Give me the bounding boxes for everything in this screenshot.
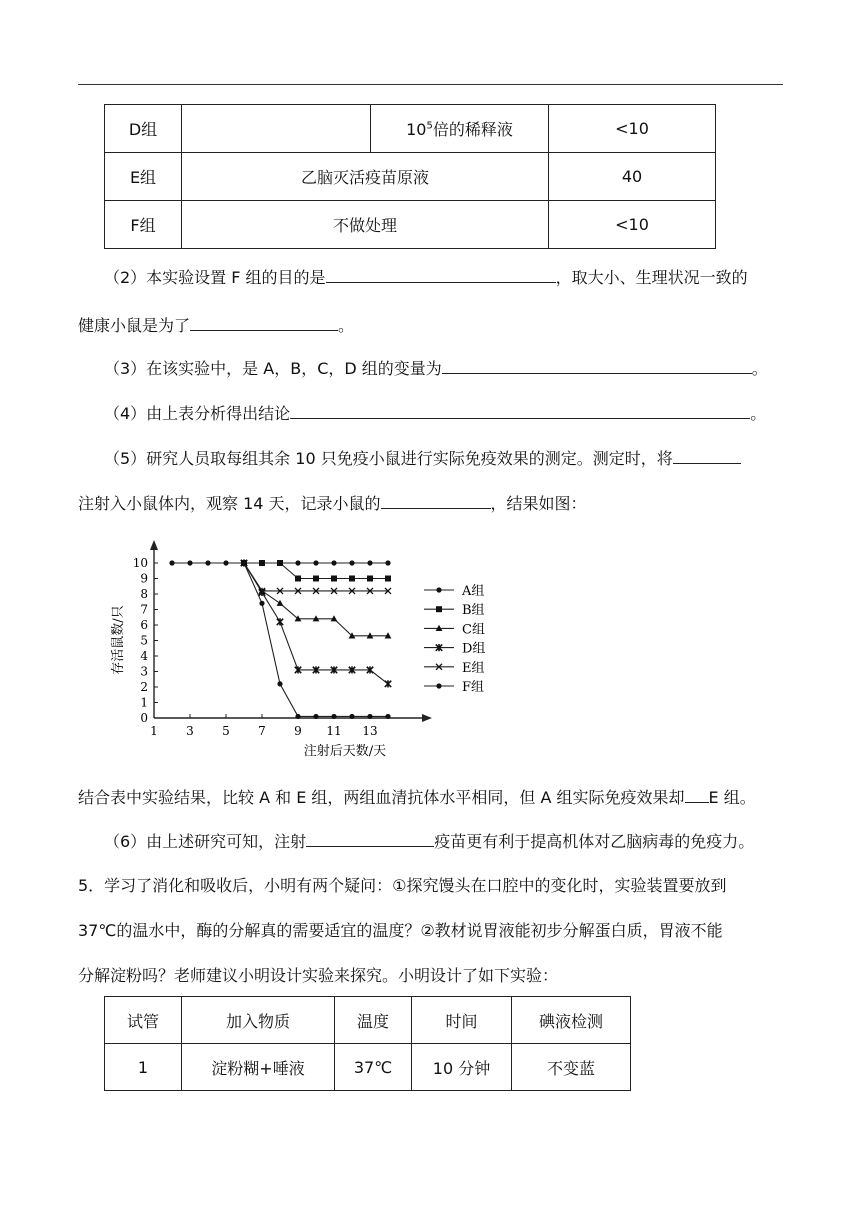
- data-point: [436, 606, 442, 612]
- table-cell: 1: [105, 1044, 182, 1091]
- data-point: [385, 576, 391, 582]
- data-point: [313, 588, 319, 594]
- data-point: [259, 560, 264, 565]
- data-point: [277, 560, 282, 565]
- table-row: [105, 153, 716, 201]
- experiment-table: [104, 996, 631, 1091]
- data-point: [367, 576, 373, 582]
- data-point: [241, 560, 247, 566]
- data-point: [241, 560, 246, 565]
- legend-label: E组: [462, 660, 485, 676]
- question5-text-line1: 5．学习了消化和吸收后，小明有两个疑问：①探究馒头在口腔中的变化时，实验装置要放到: [78, 876, 727, 895]
- data-point: [277, 681, 282, 686]
- x-tick-label: 5: [222, 724, 230, 738]
- x-tick-label: 1: [150, 724, 158, 738]
- data-point: [385, 560, 390, 565]
- data-point: [385, 680, 391, 687]
- empty-cell: [182, 105, 371, 153]
- data-point: [436, 664, 442, 670]
- y-axis-label: 存活鼠数/只: [111, 605, 126, 675]
- x-axis-arrow: [422, 714, 432, 722]
- data-point: [169, 560, 174, 565]
- data-point: [241, 559, 248, 565]
- data-point: [295, 588, 301, 594]
- group-cell: E组: [105, 153, 182, 201]
- x-tick-label: 13: [362, 724, 378, 738]
- y-tick-label: 2: [140, 680, 148, 694]
- x-tick-label: 3: [186, 724, 194, 738]
- q2-line2: 健康小鼠是为了 。: [78, 316, 355, 335]
- header-cell: 时间: [412, 997, 512, 1044]
- data-point: [436, 625, 443, 631]
- answer-blank[interactable]: [190, 314, 338, 331]
- data-point: [313, 615, 320, 621]
- data-point: [436, 683, 441, 688]
- group-cell: F组: [105, 201, 182, 249]
- data-point: [349, 714, 354, 719]
- results-table: [104, 104, 716, 249]
- y-tick-label: 7: [140, 602, 148, 617]
- data-point: [259, 560, 265, 566]
- legend-label: D组: [462, 641, 486, 657]
- x-tick-label: 9: [294, 724, 302, 738]
- data-point: [259, 587, 266, 593]
- data-point: [313, 560, 318, 565]
- data-point: [241, 560, 247, 566]
- comparison-line: 结合表中实验结果，比较 A 和 E 组，两组血清抗体水平相同，但 A 组实际免疫效果却 E 组。: [78, 788, 756, 807]
- q2-line1: （2）本实验设置 F 组的目的是 ，取大小、生理状况一致的: [104, 268, 748, 287]
- question5-text-line3: 分解淀粉吗？老师建议小明设计实验来探究。小明设计了如下实验：: [78, 966, 559, 985]
- series-line: [244, 563, 388, 579]
- data-point: [385, 714, 390, 719]
- dilution-cell: $10^5$倍的稀释液: [371, 105, 549, 153]
- header-cell: 加入物质: [182, 997, 335, 1044]
- q6-line: （6）由上述研究可知，注射 疫苗更有利于提高机体对乙脑病毒的免疫力。: [104, 832, 755, 851]
- data-point: [187, 560, 192, 565]
- data-point: [385, 588, 391, 594]
- data-point: [277, 618, 283, 625]
- legend-label: A组: [462, 584, 485, 599]
- data-point: [331, 615, 338, 621]
- data-point: [295, 576, 301, 582]
- y-tick-label: 9: [140, 571, 148, 586]
- table-row: [105, 105, 716, 153]
- data-point: [349, 666, 355, 673]
- legend-label: F组: [462, 680, 485, 695]
- data-point: [205, 560, 210, 565]
- data-point: [349, 588, 355, 594]
- y-tick-label: 3: [140, 664, 148, 679]
- value-cell: <10: [549, 105, 716, 153]
- data-point: [223, 560, 228, 565]
- data-point: [241, 559, 247, 566]
- x-tick-label: 11: [326, 724, 342, 738]
- data-point: [295, 560, 300, 565]
- table-cell: 不变蓝: [512, 1044, 631, 1091]
- table-cell: 37℃: [335, 1044, 412, 1091]
- q5-line1: （5）研究人员取每组其余 10 只免疫小鼠进行实际免疫效果的测定。测定时，将: [104, 447, 814, 469]
- data-point: [277, 588, 283, 594]
- data-point: [436, 644, 442, 651]
- header-cell: 温度: [335, 997, 412, 1044]
- data-point: [295, 666, 301, 673]
- data-point: [331, 666, 337, 673]
- table-row: [105, 1044, 631, 1091]
- data-point: [385, 632, 392, 638]
- y-tick-label: 8: [140, 587, 148, 601]
- data-point: [295, 615, 302, 621]
- group-cell: D组: [105, 105, 182, 153]
- q4-line: （4）由上表分析得出结论 。: [104, 404, 767, 423]
- series-line: [244, 563, 388, 636]
- answer-blank[interactable]: [673, 447, 741, 464]
- data-point: [277, 600, 284, 606]
- data-point: [259, 589, 265, 596]
- series-line: [244, 563, 388, 684]
- data-point: [259, 601, 264, 606]
- y-tick-label: 6: [140, 618, 148, 632]
- y-tick-label: 10: [132, 556, 148, 570]
- question5-text-line2: 37℃的温水中，酶的分解真的需要适宜的温度？②教材说胃液能初步分解蛋白质，胃液不能: [78, 921, 723, 940]
- table-row: [105, 201, 716, 249]
- header-cell: 碘液检测: [512, 997, 631, 1044]
- answer-blank[interactable]: [290, 402, 750, 419]
- answer-blank[interactable]: [685, 786, 709, 803]
- data-point: [367, 714, 372, 719]
- data-point: [349, 576, 355, 582]
- data-point: [331, 588, 337, 594]
- data-point: [331, 714, 336, 719]
- y-tick-label: 1: [140, 695, 148, 710]
- table-header-row: [105, 997, 631, 1044]
- data-point: [367, 666, 373, 673]
- header-cell: 试管: [105, 997, 182, 1044]
- x-tick-label: 7: [258, 724, 266, 738]
- q5-line2: 注射入小鼠体内，观察 14 天，记录小鼠的 ，结果如图：: [78, 494, 587, 513]
- y-tick-label: 0: [140, 711, 148, 725]
- data-point: [331, 576, 337, 582]
- y-tick-label: 5: [140, 633, 148, 648]
- legend-label: B组: [462, 603, 485, 619]
- data-point: [277, 560, 283, 566]
- value-cell: <10: [549, 201, 716, 249]
- data-point: [367, 588, 373, 594]
- treatment-cell: 不做处理: [182, 201, 549, 249]
- data-point: [331, 560, 336, 565]
- data-point: [313, 576, 319, 582]
- data-point: [367, 560, 372, 565]
- answer-blank[interactable]: [326, 266, 556, 283]
- x-axis-label: 注射后天数/天: [303, 744, 387, 759]
- data-point: [313, 714, 318, 719]
- q3-line: （3）在该实验中，是 A，B，C，D 组的变量为 。: [104, 359, 768, 378]
- data-point: [259, 588, 265, 594]
- answer-blank[interactable]: [442, 357, 752, 374]
- answer-blank[interactable]: [306, 830, 434, 847]
- data-point: [313, 666, 319, 673]
- data-point: [349, 632, 356, 638]
- data-point: [436, 587, 441, 592]
- header-rule: [78, 84, 783, 85]
- treatment-cell: 乙脑灭活疫苗原液: [182, 153, 549, 201]
- y-axis-arrow: [150, 540, 158, 550]
- data-point: [367, 632, 374, 638]
- series-line: [244, 563, 388, 716]
- y-tick-label: 4: [140, 649, 148, 663]
- answer-blank[interactable]: [381, 492, 491, 509]
- value-cell: 40: [549, 153, 716, 201]
- legend-label: C组: [462, 622, 485, 638]
- table-cell: 10 分钟: [412, 1044, 512, 1091]
- data-point: [241, 560, 246, 565]
- table-cell: 淀粉糊+唾液: [182, 1044, 335, 1091]
- data-point: [349, 560, 354, 565]
- series-line: [244, 563, 388, 591]
- data-point: [295, 714, 300, 719]
